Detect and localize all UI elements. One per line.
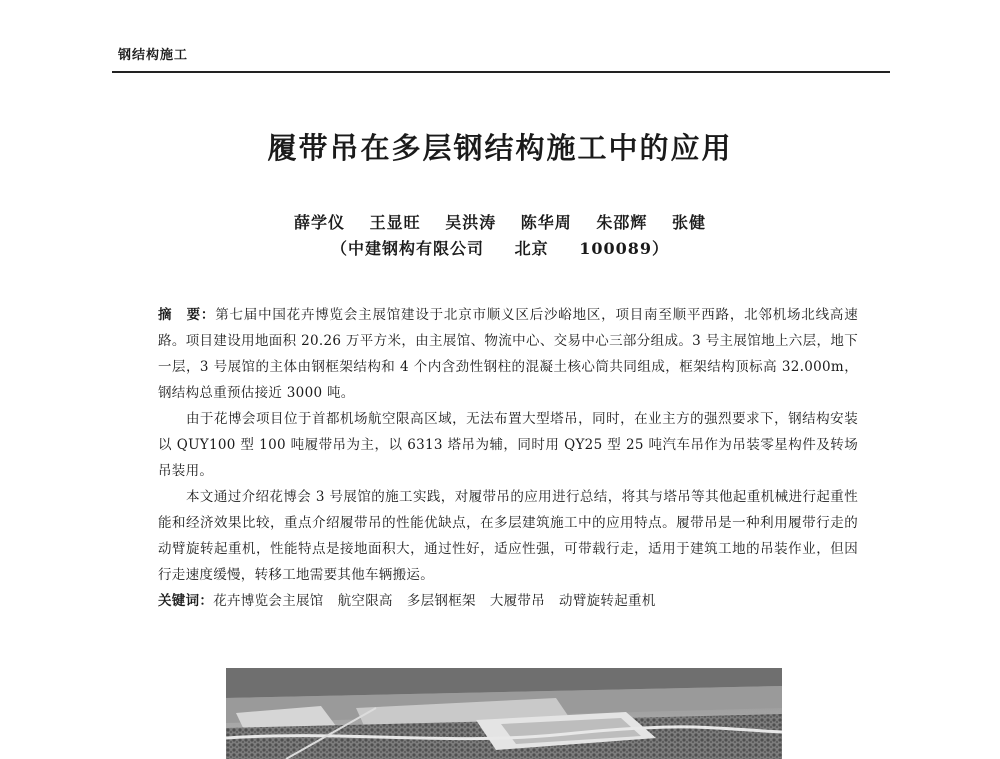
abstract-section (158, 302, 858, 614)
abstract-paragraph-2: 由于花博会项目位于首都机场航空限高区域，无法布置大型塔吊，同时，在业主方的强烈要求下，钢结构安装以 QUY100 型 100 吨履带吊为主，以 6313 塔吊为辅，同时用 QY25 型 25 吨汽车吊作为吊装零星构件及转场吊装用。 (158, 411, 858, 479)
header-rule (112, 71, 890, 73)
affiliation-postcode: 100089） (579, 239, 669, 258)
aerial-photo-drawing (226, 668, 782, 759)
abstract-text-1: 第七届中国花卉博览会主展馆建设于北京市顺义区后沙峪地区，项目南至顺平西路，北邻机场北线高速路。项目建设用地面积 20.26 万平方米，由主展馆、物流中心、交易中心三部分组成。3 号主展馆地上六层，地下一层，3 号展馆的主体由钢框架结构和 4 个内含劲性钢柱的混凝土核心筒共同组成，框架结构顶标高 32.000m，钢结构总重预估接近 3000 吨。 (158, 307, 858, 401)
aerial-site-photo (226, 668, 782, 759)
keywords-label: 关键词： (158, 593, 214, 609)
keyword: 大履带吊 (489, 593, 546, 609)
author-name: 薛学仪 (294, 213, 346, 232)
author-name: 张健 (671, 213, 706, 232)
keywords (158, 588, 858, 614)
keyword: 航空限高 (337, 593, 393, 609)
keyword: 花卉博览会主展馆 (213, 593, 324, 609)
affiliation-org: （中建钢构有限公司 (331, 239, 485, 258)
affiliation (0, 236, 1000, 259)
abstract-label: 摘 要： (158, 307, 216, 323)
author-name: 王显旺 (369, 213, 421, 232)
author-name: 吴洪涛 (445, 213, 497, 232)
keyword: 动臂旋转起重机 (559, 593, 656, 609)
author-list (0, 210, 1000, 233)
abstract-paragraph-1 (158, 302, 858, 406)
paper-title: 履带吊在多层钢结构施工中的应用 (267, 131, 733, 165)
keyword: 多层钢框架 (406, 593, 476, 609)
abstract-paragraph-3: 本文通过介绍花博会 3 号展馆的施工实践，对履带吊的应用进行总结，将其与塔吊等其他起重机械进行起重性能和经济效果比较，重点介绍履带吊的性能优缺点，在多层建筑施工中的应用特点。履带吊是一种利用履带行走的动臂旋转起重机，性能特点是接地面积大，通过性好，适应性强，可带载行走，适用于建筑工地的吊装作业，但因行走速度缓慢，转移工地需要其他车辆搬运。 (158, 489, 858, 583)
affiliation-city: 北京 (514, 239, 549, 258)
running-head: 钢结构施工 (118, 48, 189, 63)
author-name: 朱邵辉 (596, 213, 648, 232)
author-name: 陈华周 (520, 213, 572, 232)
